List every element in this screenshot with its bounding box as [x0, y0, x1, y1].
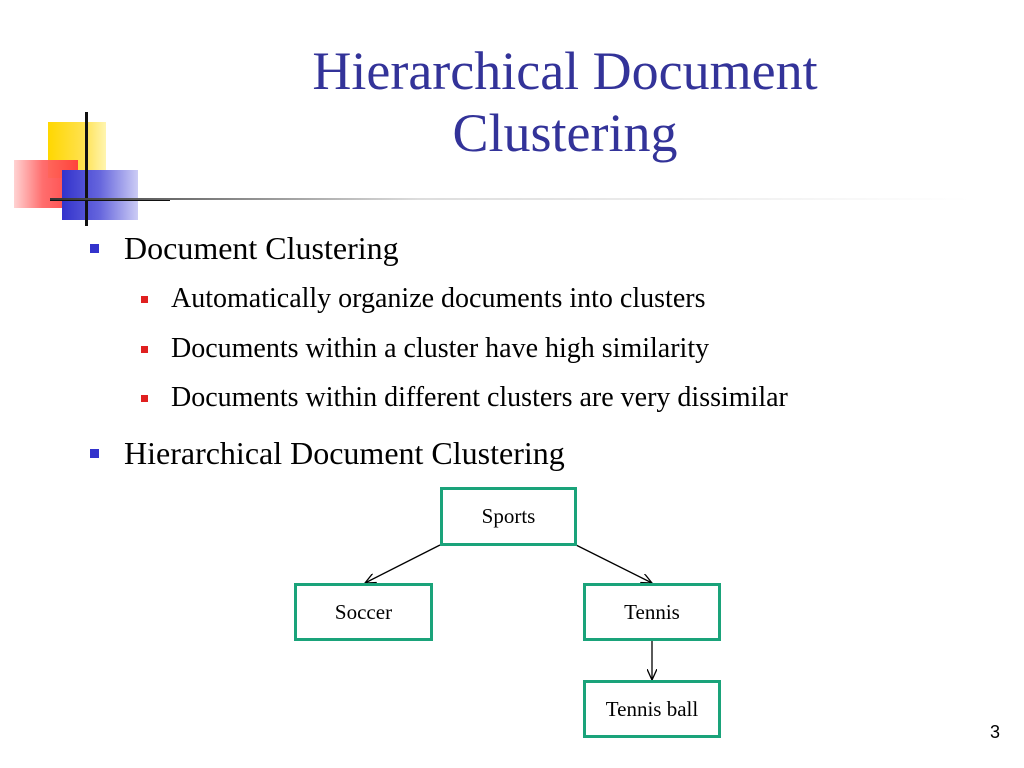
sub-bullet-item: Documents within a cluster have high similarity: [171, 333, 710, 364]
edge-sports-tennis: [576, 545, 652, 583]
page-number: 3: [989, 722, 1000, 742]
title-line-1: Hierarchical Document: [312, 41, 818, 101]
sub-bullet-item: Automatically organize documents into clusters: [171, 283, 706, 314]
edge-sports-soccer: [365, 545, 440, 583]
node-soccer: Soccer: [294, 583, 433, 641]
node-sports: Sports: [440, 487, 577, 546]
sub-bullet-item: Documents within different clusters are very dissimilar: [171, 382, 788, 413]
bullet-item: Document Clustering: [124, 230, 399, 266]
node-tennis: Tennis: [583, 583, 721, 641]
bullet-item: Hierarchical Document Clustering: [124, 435, 565, 471]
title-line-2: Clustering: [452, 103, 678, 163]
node-tennis-ball: Tennis ball: [583, 680, 721, 738]
